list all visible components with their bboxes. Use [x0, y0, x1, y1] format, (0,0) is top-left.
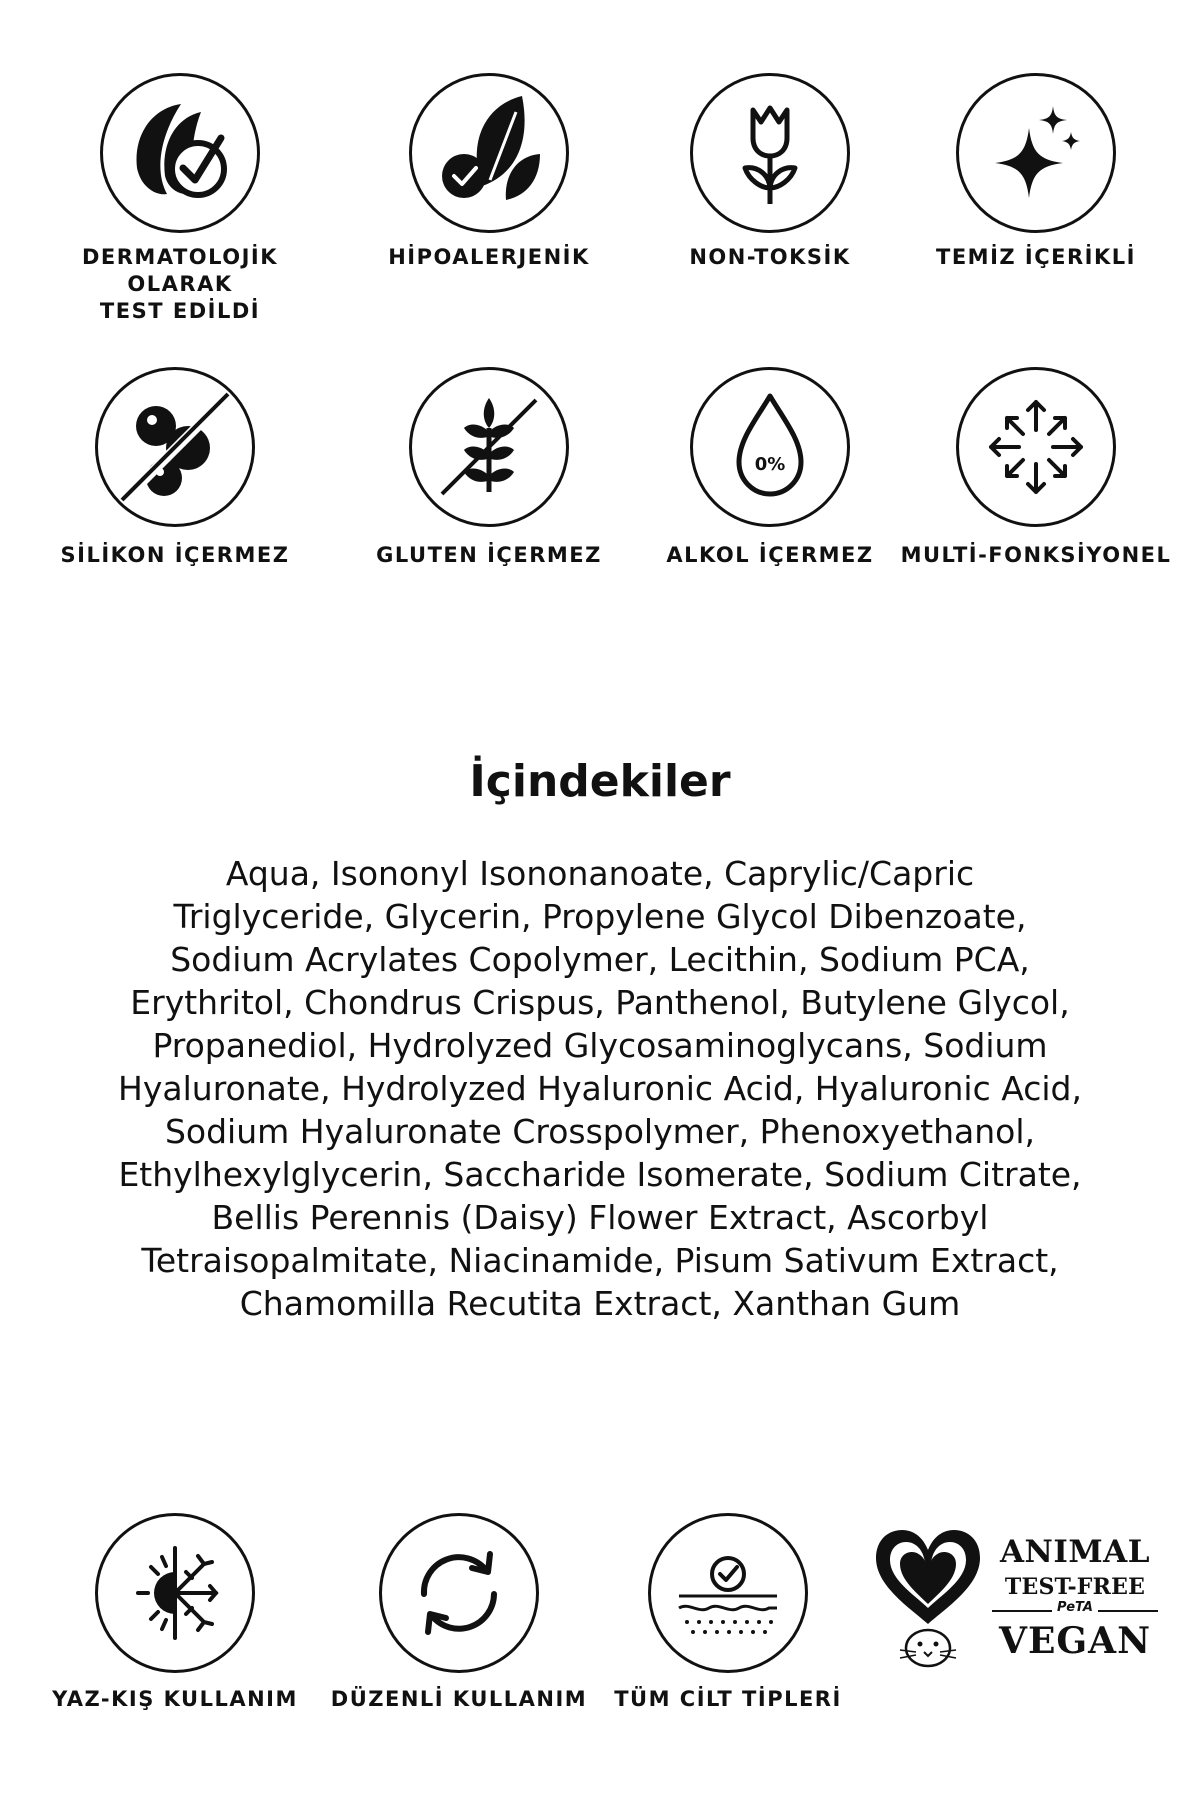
- no-gluten-icon: [412, 370, 566, 524]
- alcohol-free-drop-icon: [693, 370, 847, 524]
- feature-label: [886, 542, 1186, 569]
- bunny-heart-icon: [870, 1520, 990, 1680]
- ingredients-line: Tetraisopalmitate, Niacinamide, Pisum Sativum Extract,: [141, 1241, 1059, 1280]
- feature-badge-silicone-free: [95, 367, 255, 527]
- feature-badge-summer-winter: [95, 1513, 255, 1673]
- label-line: NON-TOKSİK: [689, 245, 851, 269]
- label-line: TEMİZ İÇERİKLİ: [936, 245, 1136, 269]
- feature-badge-multi-functional: [956, 367, 1116, 527]
- feature-label: [309, 1686, 609, 1713]
- peta-logo-text: PeTA: [1057, 1600, 1093, 1615]
- label-line: SİLİKON İÇERMEZ: [60, 543, 290, 567]
- ingredients-line: Triglyceride, Glycerin, Propylene Glycol Dibenzoate,: [173, 897, 1027, 936]
- feature-label: [620, 244, 920, 271]
- feature-badge-gluten-free: [409, 367, 569, 527]
- no-silicone-icon: [98, 370, 252, 524]
- peta-line-vegan: VEGAN: [999, 1620, 1151, 1662]
- feature-label: [339, 244, 639, 271]
- ingredients-line: Propanediol, Hydrolyzed Glycosaminoglycans, Sodium: [152, 1026, 1048, 1065]
- ingredients-line: Hyaluronate, Hydrolyzed Hyaluronic Acid, Hyaluronic Acid,: [118, 1069, 1082, 1108]
- feature-badge-non-toxic: [690, 73, 850, 233]
- feature-badge-all-skin-types: [648, 1513, 808, 1673]
- ingredients-line: Aqua, Isononyl Isononanoate, Caprylic/Capric: [225, 854, 975, 893]
- sun-snowflake-icon: [98, 1516, 252, 1670]
- ingredients-line: Chamomilla Recutita Extract, Xanthan Gum: [239, 1284, 961, 1323]
- feature-label: [30, 244, 330, 325]
- feature-label: [25, 1686, 325, 1713]
- peta-line-animal: ANIMAL: [999, 1534, 1151, 1570]
- feature-label: [25, 542, 325, 569]
- tulip-icon: [693, 76, 847, 230]
- ingredients-heading: İçindekiler: [469, 756, 731, 807]
- ingredients-line: Bellis Perennis (Daisy) Flower Extract, Ascorbyl: [211, 1198, 989, 1237]
- feature-badge-alcohol-free: [690, 367, 850, 527]
- feature-label: [578, 1686, 878, 1713]
- ingredients-line: Sodium Acrylates Copolymer, Lecithin, Sodium PCA,: [170, 940, 1030, 979]
- ingredients-line: Erythritol, Chondrus Crispus, Panthenol, Butylene Glycol,: [130, 983, 1070, 1022]
- ingredients-list: [40, 852, 1160, 1325]
- label-line: ALKOL İÇERMEZ: [666, 543, 874, 567]
- hypoallergenic-leaf-icon: [412, 76, 566, 230]
- feature-label: [886, 244, 1186, 271]
- feature-badge-clean-ingredients: [956, 73, 1116, 233]
- feature-badge-hypoallergenic: [409, 73, 569, 233]
- peta-line-test-free: TEST-FREE: [1004, 1574, 1146, 1600]
- skin-check-icon: [651, 1516, 805, 1670]
- drop-percent-text: 0%: [754, 454, 786, 475]
- label-line: YAZ-KIŞ KULLANIM: [52, 1687, 298, 1711]
- label-line: DERMATOLOJİK OLARAK: [81, 245, 279, 296]
- label-line: DÜZENLİ KULLANIM: [330, 1687, 588, 1711]
- sparkle-icon: [959, 76, 1113, 230]
- label-line: MULTİ-FONKSİYONEL: [900, 543, 1172, 567]
- label-line: GLUTEN İÇERMEZ: [376, 543, 602, 567]
- peta-rule-right: [1098, 1610, 1158, 1612]
- multi-arrows-icon: [959, 370, 1113, 524]
- ingredients-line: Sodium Hyaluronate Crosspolymer, Phenoxyethanol,: [164, 1112, 1036, 1151]
- ingredients-line: Ethylhexylglycerin, Saccharide Isomerate, Sodium Citrate,: [118, 1155, 1082, 1194]
- label-line: TÜM CİLT TİPLERİ: [614, 1687, 842, 1711]
- leaf-check-icon: [103, 76, 257, 230]
- feature-label: [620, 542, 920, 569]
- peta-vegan-badge: [870, 1520, 1160, 1680]
- label-line: HİPOALERJENİK: [388, 245, 590, 269]
- feature-label: [339, 542, 639, 569]
- feature-badge-regular-use: [379, 1513, 539, 1673]
- refresh-icon: [382, 1516, 536, 1670]
- label-line: TEST EDİLDİ: [99, 299, 261, 323]
- feature-badge-dermatologically-tested: [100, 73, 260, 233]
